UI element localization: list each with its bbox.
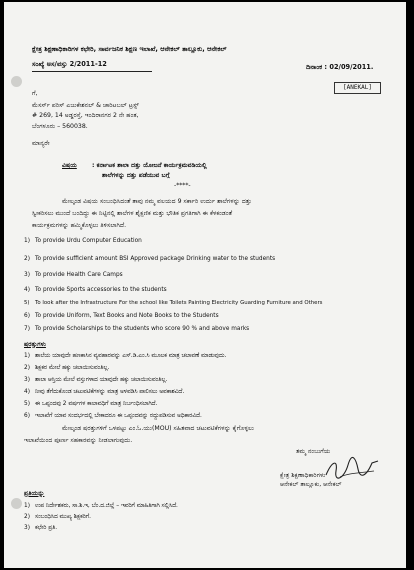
condition-item: 3) ಶಾಲಾ ಆಸ್ತಿಯ ಮೇಲೆ ವಸ್ತುಗಳಾದ ಯಾವುದೇ ಹಕ್ಕು ಚಲಾಯಿಸುವಂತಿಲ್ಲ. — [24, 377, 168, 383]
copy-item: 1) ಉಪ ನಿರ್ದೇಶಕರು, ಸಾ.ಶಿ.ಇ, ಬೆಂ.ದ.ಜಿಲ್ಲೆ – ಇವರಿಗೆ ಮಾಹಿತಿಗಾಗಿ ಸಲ್ಲಿಸಿದೆ. — [24, 503, 178, 509]
punch-hole — [11, 498, 22, 509]
body-line-3: ಕಾರ್ಯಕ್ರಮಗಳನ್ನು ಹಮ್ಮಿಕೊಳ್ಳಲು ತಿಳಿಸಲಾಗಿದೆ. — [32, 222, 127, 229]
underline — [32, 71, 152, 72]
condition-item: 4) ನೀವು ತೆಗೆದುಕೊಂಡ ಚಟುವಟಿಕೆಗಳನ್ನು ಮಾತ್ರ ಅಳವಡಿಸಿ ಪಾಲಿಸಲು ಅವಕಾಶವಿದೆ. — [24, 389, 185, 395]
closing-line-2: ಇಲಾಖೆಯಿಂದ ಪೂರ್ಣ ಸಹಕಾರವನ್ನು ನೀಡಲಾಗುವುದು. — [24, 437, 133, 444]
office-heading: ಕ್ಷೇತ್ರ ಶಿಕ್ಷಣಾಧಿಕಾರಿಗಳ ಕಛೇರಿ, ಸಾರ್ವಜನಿಕ ಶಿಕ್ಷಣ ಇಲಾಖೆ, ಆನೇಕಲ್ ತಾಲ್ಲೂಕು, ಆನೇಕಲ್ — [32, 45, 227, 53]
copies-title: ಪ್ರತಿಯನ್ನು — [24, 490, 45, 497]
body-line-2: ಸ್ವೀಕರಿಸಲು ಮುಂದೆ ಬಂದಿದ್ದು ಈ ನಿಟ್ಟಿನಲ್ಲಿ ಶಾಲೆಗಳ ಶೈಕ್ಷಣಿಕ ಮತ್ತು ಭೌತಿಕ ಪ್ರಗತಿಗಾಗಿ ಈ ಕೆಳಕಂಡಂತೆ — [32, 210, 233, 217]
subject-line-1: : ಕರ್ನಾಟಕ ಶಾಲಾ ದತ್ತು ಯೋಜನೆ ಕಾರ್ಯಕ್ರಮವಡಿಯಲ್ಲಿ — [92, 162, 207, 169]
copy-item: 3) ಕಛೇರಿ ಪ್ರತಿ. — [24, 525, 58, 531]
addressee-city: ಬೆಂಗಳೂರು – 560038. — [32, 123, 88, 130]
salutation: ಮಾನ್ಯರೇ — [32, 140, 50, 147]
subject-line-2: ಶಾಲೆಗಳನ್ನು ದತ್ತು ಪಡೆಯುವ ಬಗ್ಗೆ — [102, 172, 170, 179]
program-item: 3) To provide Health Care Camps — [24, 272, 123, 278]
subject-label: ವಿಷಯ — [62, 162, 77, 169]
addressee-name: ಮೆಸರ್ಸ್ ಪರಿಸ್ ಎಜುಕೇಶನಲ್ & ಚಾರಿಟಬಲ್ ಟ್ರಸ್ಟ್ — [32, 102, 139, 109]
signatory-office: ಆನೇಕಲ್ ತಾಲ್ಲೂಕು, ಆನೇಕಲ್ — [280, 481, 342, 488]
punch-hole — [11, 76, 22, 87]
addressee-to: ಗೆ, — [32, 90, 38, 97]
condition-item: 2) ಶಿಕ್ಷಕರ ಮೇಲೆ ಹಕ್ಕು ಚಲಾಯಿಸುವಂತಿಲ್ಲ. — [24, 365, 110, 371]
program-item: 2) To provide sufficient amount BSI Approved package Drinking water to the students — [24, 256, 276, 262]
conditions-title: ಷರತ್ತುಗಳು — [24, 341, 46, 348]
condition-item: 5) ಈ ಒಪ್ಪಂದವು 2 ವರ್ಷಗಳ ಕಾಲಾವಧಿಗೆ ಮಾತ್ರ ನಿರ್ಬಂಧಿಸಲಾಗಿದೆ. — [24, 401, 158, 407]
closing-line-1: ಮೇಲ್ಕಂಡ ಷರತ್ತುಗಳಿಗೆ ಒಳಪಟ್ಟು ಎಂ.ಓ.ಯು(MOU) ಸಹಿತವಾದ ಚಟುವಟಿಕೆಗಳನ್ನು ಕೈಗೊಳ್ಳಲು — [62, 425, 255, 432]
program-item: 6) To provide Uniform, Text Books and Note Books to the Students — [24, 313, 219, 319]
program-item: 5) To look after the Infrastructure For the school like Toilets Painting Electricity Guarding Furniture and Others — [24, 300, 323, 306]
place-stamp: [ANEKAL] — [334, 82, 381, 94]
sign-off: ತಮ್ಮ ನಂಬುಗೆಯ — [296, 448, 331, 455]
signatory-title: ಕ್ಷೇತ್ರ ಶಿಕ್ಷಣಾಧಿಕಾರಿಗಳು — [280, 472, 326, 479]
program-item: 7) To provide Scholarships to the students who score 90 % and above marks — [24, 326, 250, 332]
program-item: 4) To provide Sports accessories to the students — [24, 287, 167, 293]
signature — [322, 455, 382, 483]
program-item: 1) To provide Urdu Computer Education — [24, 238, 142, 244]
letter-date: ದಿನಾಂಕ : 02/09/2011. — [306, 63, 374, 71]
subject-divider: -****- — [174, 182, 191, 189]
document-page — [4, 2, 406, 568]
body-line-1: ಮೇಲ್ಕಂಡ ವಿಷಯ ಸಂಬಂಧಿಸಿದಂತೆ ತಾವು ನಮ್ಮ ವಲಯದ 9 ಸರ್ಕಾರಿ ಉರ್ದು ಶಾಲೆಗಳನ್ನು ದತ್ತು — [62, 198, 252, 205]
reference-number: ಸಂಖ್ಯೆ ಅಸ/ವಸ್ತು 2/2011-12 — [32, 60, 107, 68]
condition-item: 1) ಶಾಲೆಯ ಯಾವುದೇ ಹಣಕಾಸಿನ ವ್ಯವಹಾರವನ್ನು ಎಸ್.ಡಿ.ಎಂ.ಸಿ ಮೂಲಕ ಮಾತ್ರ ಚಲಾವಣೆ ಮಾಡುವುದು. — [24, 353, 227, 359]
condition-item: 6) ಇಲಾಖೆಗೆ ಯಾವ ಸಂದರ್ಭದಲ್ಲಿ ಬೇಕಾದರೂ ಈ ಒಪ್ಪಂದವನ್ನು ರದ್ದುಪಡಿಸುವ ಅಧಿಕಾರವಿದೆ. — [24, 413, 202, 419]
copy-item: 2) ಸಂಬಂಧಿಸಿದ ಮುಖ್ಯ ಶಿಕ್ಷಕರಿಗೆ. — [24, 514, 91, 520]
addressee-street: # 269, 14 ಅಡ್ಡರಸ್ತೆ, ಇಂದಿರಾನಗರ 2 ನೇ ಹಂತ, — [32, 112, 139, 119]
